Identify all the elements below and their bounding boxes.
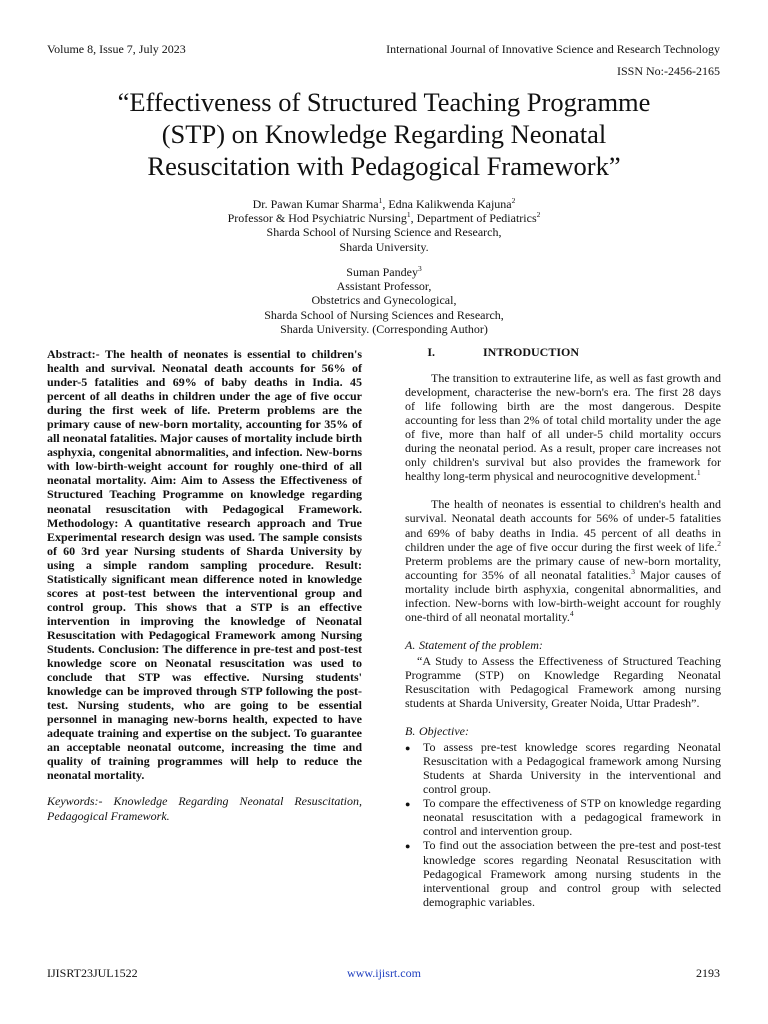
footer-center bbox=[0, 966, 768, 981]
title-line: Resuscitation with Pedagogical Framework” bbox=[147, 151, 621, 181]
section-heading bbox=[405, 345, 721, 359]
journal-url[interactable]: www.ijisrt.com bbox=[347, 966, 421, 980]
affiliation-mark: 2 bbox=[511, 196, 516, 205]
left-column bbox=[47, 347, 362, 823]
author-name: Suman Pandey bbox=[346, 265, 418, 279]
intro-paragraph-2 bbox=[405, 497, 721, 623]
author-role: Professor & Hod Psychiatric Nursing bbox=[227, 211, 407, 226]
paragraph-text: The health of neonates is essential to children's health and survival. Neonatal death accounts for 56% of under-5 fatalities and 69% of baby deaths in India. 45 percent of all deaths in children under the age of five occur during the first week of life. bbox=[405, 497, 721, 554]
author-role: , Department of Pediatrics bbox=[410, 211, 537, 226]
author-department: Obstetrics and Gynecological, bbox=[311, 293, 457, 308]
author-school: Sharda School of Nursing Sciences and Research, bbox=[264, 307, 504, 322]
subsection-heading bbox=[405, 638, 721, 652]
subsection-label: A. bbox=[405, 637, 416, 652]
author-university: Sharda University. (Corresponding Author) bbox=[280, 321, 488, 336]
section-number: I. bbox=[427, 345, 435, 359]
intro-paragraph-1 bbox=[405, 371, 721, 483]
list-item bbox=[405, 740, 721, 796]
list-item bbox=[405, 838, 721, 908]
keywords: Keywords:- Knowledge Regarding Neonatal Resuscitation, Pedagogical Framework. bbox=[47, 794, 362, 823]
subsection-heading bbox=[405, 724, 721, 738]
list-item bbox=[405, 796, 721, 838]
paragraph-text: Preterm problems are the primary cause of new-born mortality, accounting for 35% of all neonatal fatalities. bbox=[405, 553, 721, 582]
author-university: Sharda University. bbox=[339, 239, 429, 254]
subsection-title: Statement of the problem: bbox=[419, 637, 543, 652]
title-line: “Effectiveness of Structured Teaching Programme bbox=[117, 87, 651, 117]
affiliation-mark: 3 bbox=[417, 264, 422, 273]
problem-statement: “A Study to Assess the Effectiveness of Structured Teaching Programme (STP) on Knowledge Regarding Neonatal Resuscitation with Pedagogical Framework among nursing students at Sharda University, Greater Noida, Uttar Pradesh”. bbox=[405, 653, 721, 711]
paragraph-text: The transition to extrauterine life, as well as fast growth and development, characterise the new-born's era. The first 28 days of life following birth are the most dangerous. Despite accounting for less than 2% of total child mortality under the age of five, more than half of all under-5 child mortality occurs during the neonatal period. As a result, proper care increases not only children's survival but also provides the framework for healthy long-term physical and neurocognitive development. bbox=[405, 371, 721, 484]
title-line: (STP) on Knowledge Regarding Neonatal bbox=[161, 119, 607, 149]
author-name: , Edna Kalikwenda Kajuna bbox=[382, 197, 512, 211]
affiliation-mark: 1 bbox=[378, 196, 383, 205]
list-item-text: To assess pre-test knowledge scores regarding Neonatal Resuscitation with a Pedagogical framework among Nursing Students at Sharda University in the interventional and control group. bbox=[423, 740, 721, 797]
author-name: Dr. Pawan Kumar Sharma bbox=[252, 197, 379, 211]
citation-mark: 3 bbox=[631, 566, 636, 576]
affiliation-mark: 1 bbox=[406, 210, 411, 220]
bullet-icon: ● bbox=[405, 841, 411, 852]
subsection-title: Objective: bbox=[419, 724, 469, 739]
right-column bbox=[405, 345, 721, 909]
author-block-2 bbox=[40, 265, 728, 336]
author-block-1 bbox=[40, 197, 728, 254]
author-names bbox=[40, 197, 728, 211]
author-roles bbox=[40, 211, 728, 225]
bullet-icon: ● bbox=[405, 799, 411, 810]
paper-code: IJISRT23JUL1522 bbox=[47, 966, 138, 980]
author-role: Assistant Professor, bbox=[336, 279, 432, 294]
paragraph-text: Major causes of mortality include birth asphyxia, congenital abnormalities, and infection. New-borns with low-birth-weight account for roughly one-third of all neonatal mortality. bbox=[405, 567, 721, 624]
subsection-label: B. bbox=[405, 724, 416, 739]
author-school: Sharda School of Nursing Science and Research, bbox=[266, 225, 502, 240]
journal-name: International Journal of Innovative Science and Research Technology bbox=[386, 42, 720, 56]
volume-info: Volume 8, Issue 7, July 2023 bbox=[47, 42, 186, 56]
author-names bbox=[40, 265, 728, 279]
bullet-icon: ● bbox=[405, 743, 411, 754]
citation-mark: 4 bbox=[569, 608, 574, 618]
section-title: INTRODUCTION bbox=[483, 345, 580, 359]
abstract: Abstract:- The health of neonates is essential to children's health and survival. Neonatal death accounts for 56% of under-5 fatalities and 69% of baby deaths in India. 45 percent of all deaths in children under the age of five occur during the first week of life. Preterm problems are the primary cause of new-born mortality, accounting for 35% of all neonatal fatalities. Major causes of mortality include birth asphyxia, congenital abnormalities, and infection. New-borns with low-birth-weight account for roughly one-third of all neonatal mortality. Aim: Aim to Assess the Effectiveness of Structured Teaching Programme on knowledge regarding neonatal resuscitation with Pedagogical Framework. Methodology: A quantitative research approach and True Experimental research design was used. The sample consists of 60 3rd year Nursing students of Sharda University by using a simple random sampling procedure. Result: Statistically significant mean difference noted in knowledge scores at post-test between the interventional group and control group. This shows that a STP is an effective intervention in improving the knowledge of Neonatal Resuscitation with Pedagogical Framework among Nursing Students. Conclusion: The difference in pre-test and post-test knowledge score on Neonatal resuscitation was used to conclude that STP was effective. Nursing students' knowledge can be improved through STP following the post-test. Nursing students, who are going to be essential personnel in managing new-borns health, expected to have adequate training and expertise on the subject. To guarantee an acceptable neonatal outcome, increasing the time and quality of training programmes will help to reduce the neonatal mortality. bbox=[47, 347, 362, 783]
issn: ISSN No:-2456-2165 bbox=[616, 64, 720, 78]
paper-title bbox=[40, 86, 728, 182]
citation-mark: 2 bbox=[717, 538, 721, 548]
page-number: 2193 bbox=[696, 966, 720, 980]
affiliation-mark: 2 bbox=[536, 210, 541, 220]
list-item-text: To compare the effectiveness of STP on knowledge regarding neonatal resuscitation with a pedagogical framework in control and intervention group. bbox=[423, 796, 721, 839]
citation-mark: 1 bbox=[696, 468, 701, 478]
list-item-text: To find out the association between the pre-test and post-test knowledge scores regarding Neonatal Resuscitation with Pedagogical Framework among nursing students in the interventional group and control group with selected demographic variables. bbox=[423, 838, 721, 909]
objective-list bbox=[405, 740, 721, 909]
